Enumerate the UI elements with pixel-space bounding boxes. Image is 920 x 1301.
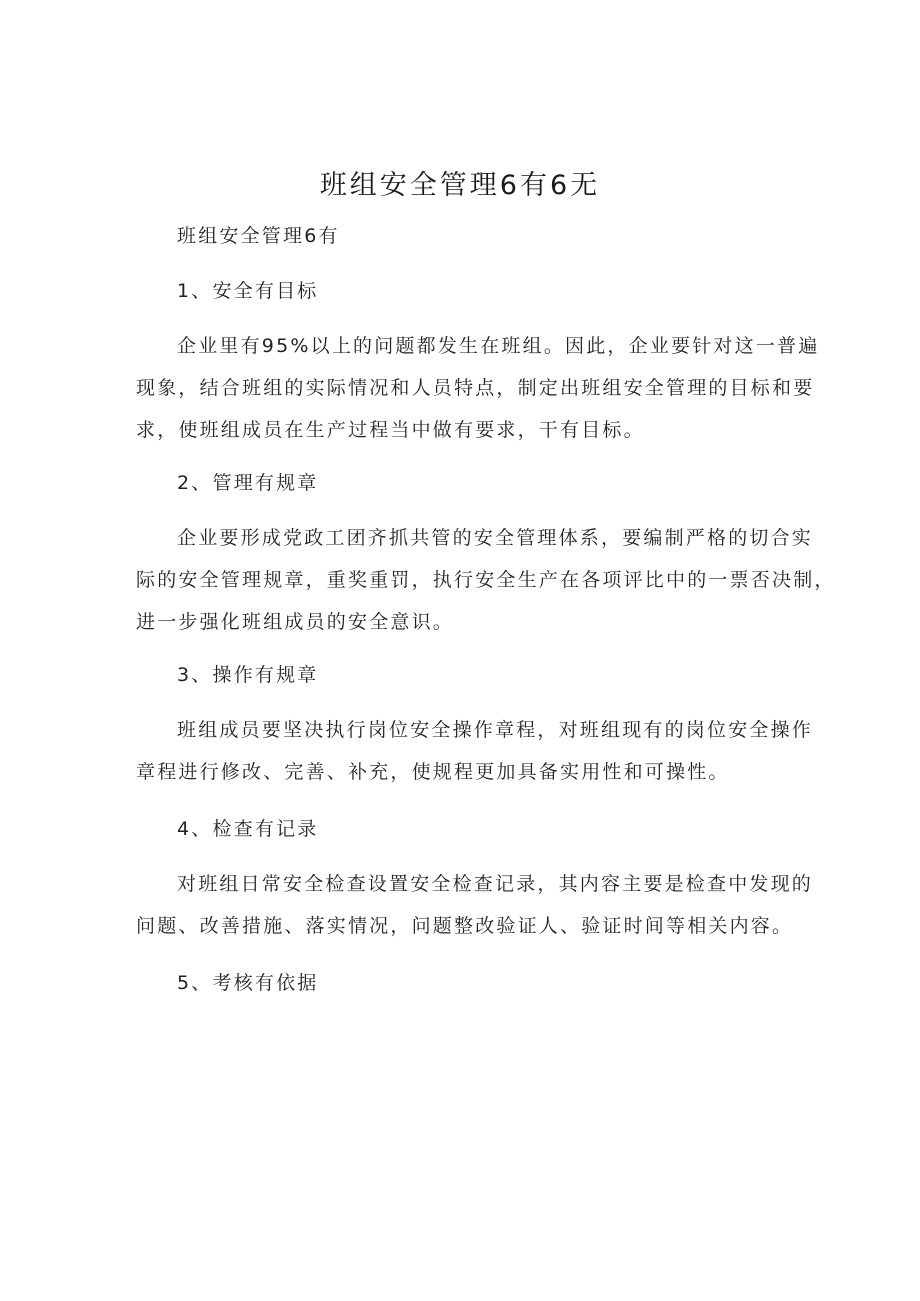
paragraph-line: 求，使班组成员在生产过程当中做有要求，干有目标。: [136, 419, 645, 441]
paragraph-line: 章程进行修改、完善、补充，使规程更加具备实用性和可操性。: [136, 761, 730, 783]
paragraph-line: 对班组日常安全检查设置安全检查记录，其内容主要是检查中发现的: [177, 873, 814, 895]
paragraph-line: 班组成员要坚决执行岗位安全操作章程，对班组现有的岗位安全操作: [177, 719, 814, 741]
section-heading-3: 3、操作有规章: [177, 664, 319, 686]
paragraph-line: 问题、改善措施、落实情况，问题整改验证人、验证时间等相关内容。: [136, 915, 794, 937]
paragraph-line: 企业要形成党政工团齐抓共管的安全管理体系，要编制严格的切合实: [177, 527, 814, 549]
paragraph-line: 际的安全管理规章，重奖重罚，执行安全生产在各项评比中的一票否决制，: [136, 569, 836, 591]
paragraph-line: 进一步强化班组成员的安全意识。: [136, 611, 455, 633]
section-heading-4: 4、检查有记录: [177, 818, 319, 840]
section-heading-5: 5、考核有依据: [177, 972, 319, 994]
paragraph-line: 企业里有95%以上的问题都发生在班组。因此，企业要针对这一普遍: [177, 335, 820, 357]
paragraph-line: 现象，结合班组的实际情况和人员特点，制定出班组安全管理的目标和要: [136, 377, 815, 399]
section-heading-1: 1、安全有目标: [177, 280, 319, 302]
section-subtitle: 班组安全管理6有: [177, 225, 340, 247]
section-heading-2: 2、管理有规章: [177, 472, 319, 494]
document-title: 班组安全管理6有6无: [319, 170, 601, 201]
